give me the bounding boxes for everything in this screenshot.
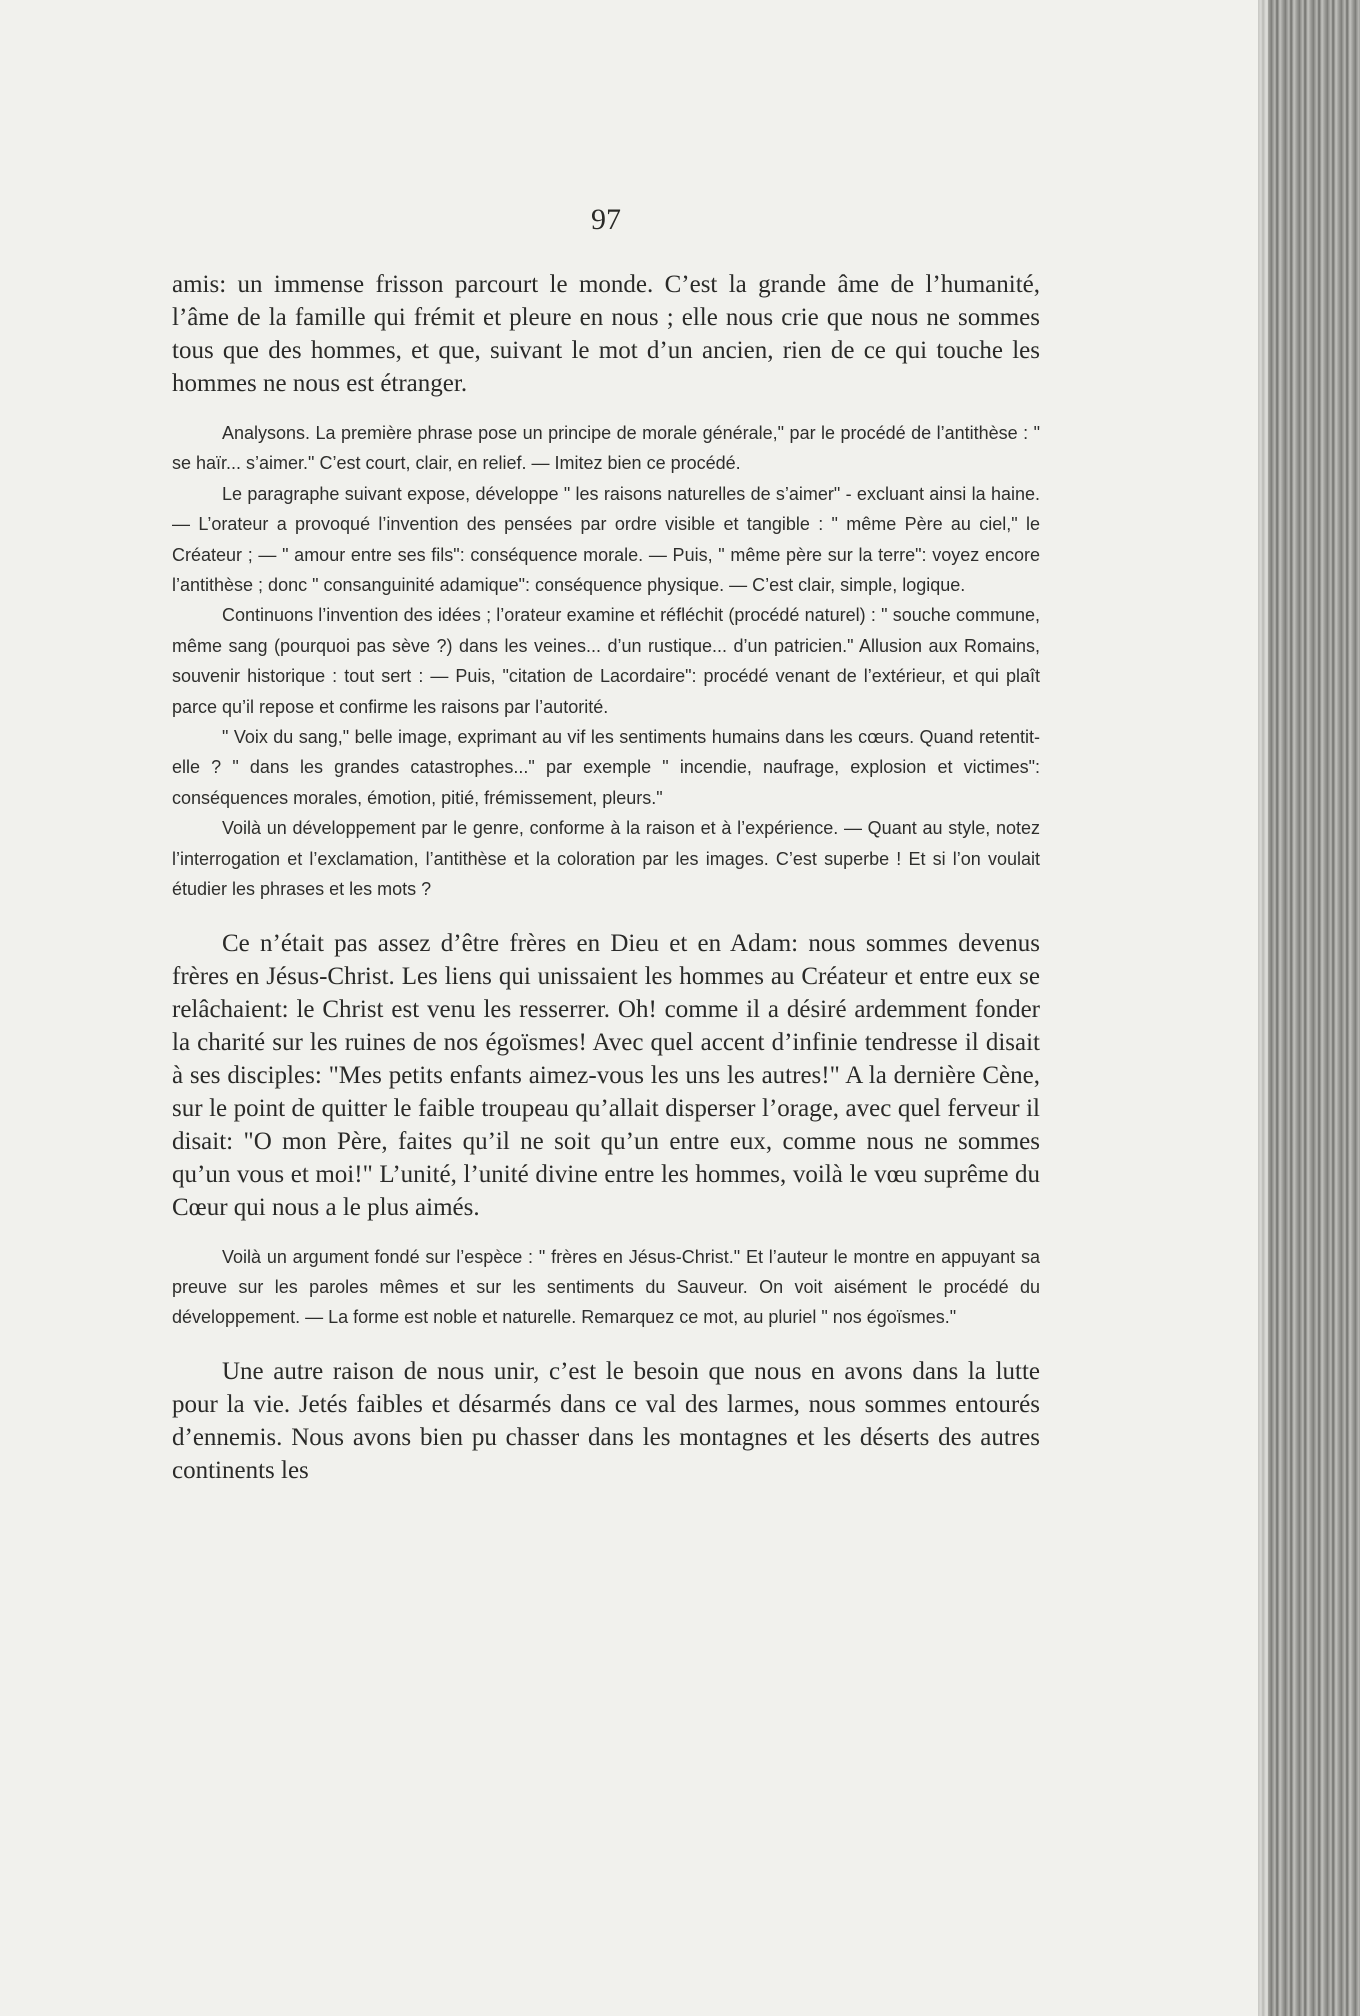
page-stack-edge [1258, 0, 1360, 2016]
body-paragraph-3: Une autre raison de nous unir, c’est le besoin que nous en avons dans la lutte pour la vie. Jetés faibles et désarmés dans ce val des larmes, nous sommes entourés d’ennemis. Nous avons bien pu chasser dans les montagnes et les déserts des autres continents les [172, 1357, 1040, 1484]
page-content [172, 200, 1040, 1487]
note-paragraph: Le paragraphe suivant expose, développe " les raisons naturelles de s’aimer" - excluant ainsi la haine. — L’orateur a provoqué l’invention des pensées par ordre visible et tangible : " même Père au ciel," le Créateur ; — " amour entre ses fils": conséquence morale. — Puis, " même père sur la terre": voyez encore l’antithèse ; donc " consanguinité adamique": conséquence physique. — C’est clair, simple, logique. [172, 483, 1040, 596]
note-paragraph: Continuons l’invention des idées ; l’orateur examine et réfléchit (procédé naturel) : " souche commune, même sang (pourquoi pas sève ?) dans les veines... d’un rustique... d’un patricien." Allusion aux Romains, souvenir historique : tout sert : — Puis, "citation de Lacordaire": procédé venant de l’extérieur, et qui plaît parce qu’il repose et confirme les raisons par l’autorité. [172, 605, 1040, 717]
commentary-notes-1 [172, 418, 1040, 905]
note-paragraph: " Voix du sang," belle image, exprimant au vif les sentiments humains dans les cœurs. Quand retentit-elle ? " dans les grandes catastrophes..." par exemple " incendie, naufrage, explosion et victimes": conséquences morales, émotion, pitié, frémissement, pleurs." [172, 727, 1040, 808]
body-paragraph-2: Ce n’était pas assez d’être frères en Dieu et en Adam: nous sommes devenus frères en Jésus-Christ. Les liens qui unissaient les hommes au Créateur et entre eux se relâchaient: le Christ est venu les resserrer. Oh! comme il a désiré ardemment fonder la charité sur les ruines de nos égoïsmes! Avec quel accent d’infinie tendresse il disait à ses disciples: "Mes petits enfants aimez-vous les uns les autres!" A la dernière Cène, sur le point de quitter le faible troupeau qu’allait disperser l’orage, avec quel ferveur il disait: "O mon Père, faites qu’il ne soit qu’un entre eux, comme nous ne sommes qu’un vous et moi!" L’unité, l’unité divine entre les hommes, voilà le vœu suprême du Cœur qui nous a le plus aimés. [172, 929, 1040, 1221]
note-paragraph: Analysons. La première phrase pose un principe de morale générale," par le procédé de l’antithèse : " se haïr... s’aimer." C’est court, clair, en relief. — Imitez bien ce procédé. [172, 423, 1040, 474]
note-paragraph: Voilà un développement par le genre, conforme à la raison et à l’expérience. — Quant au style, notez l’interrogation et l’exclamation, l’antithèse et la coloration par les images. C’est superbe ! Et si l’on voulait étudier les phrases et les mots ? [172, 818, 1040, 900]
body-paragraph-1: amis: un immense frisson parcourt le monde. C’est la grande âme de l’humanité, l’âme de la famille qui frémit et pleure en nous ; elle nous crie que nous ne sommes tous que des hommes, et que, suivant le mot d’un ancien, rien de ce qui touche les hommes ne nous est étranger. [172, 271, 1040, 397]
note-paragraph: Voilà un argument fondé sur l’espèce : " frères en Jésus-Christ." Et l’auteur le montre en appuyant sa preuve sur les paroles mêmes et sur les sentiments du Sauveur. On voit aisément le procédé du développement. — La forme est noble et naturelle. Remarquez ce mot, au pluriel " nos égoïsmes." [172, 1246, 1040, 1328]
page-number: 97 [591, 203, 621, 236]
commentary-notes-2 [172, 1242, 1040, 1333]
